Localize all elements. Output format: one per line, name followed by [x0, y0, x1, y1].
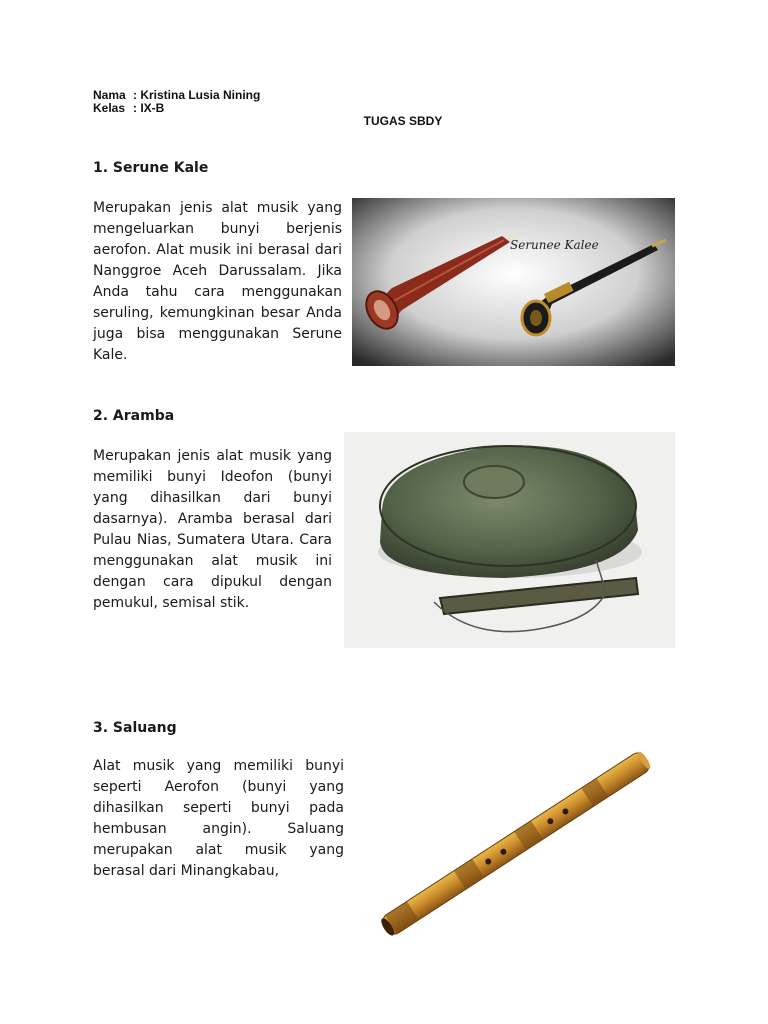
section-heading-serune-kale: 1. Serune Kale: [93, 160, 209, 176]
aramba-image: [344, 432, 675, 648]
section-heading-saluang: 3. Saluang: [93, 720, 177, 736]
section-heading-aramba: 2. Aramba: [93, 408, 175, 424]
saluang-image: [352, 740, 675, 960]
section-text-aramba: Merupakan jenis alat musik yang memiliki bunyi Ideofon (bunyi yang dihasilkan dari bunyi dasarnya). Aramba berasal dari Pulau Nias, Sumatera Utara. Cara menggunakan alat musik ini dengan cara dipukul dengan pemukul, semisal stik.: [93, 448, 332, 611]
student-class-line: [93, 101, 164, 115]
document-title: TUGAS SBDY: [363, 114, 443, 128]
serune-kale-image-caption: Serunee Kalee: [510, 238, 599, 252]
section-text-serune-kale: Merupakan jenis alat musik yang mengeluarkan bunyi berjenis aerofon. Alat musik ini berasal dari Nanggroe Aceh Darussalam. Jika Anda tahu cara menggunakan seruling, kemungkinan besar Anda juga bisa menggunakan Serune Kale.: [93, 200, 342, 363]
class-value: : IX-B: [133, 101, 165, 115]
aramba-illustration: [344, 432, 675, 648]
name-label: Nama: [93, 88, 126, 102]
section-text-saluang: Alat musik yang memiliki bunyi seperti Aerofon (bunyi yang dihasilkan seperti bunyi pada hembusan angin). Saluang merupakan alat musik yang berasal dari Minangkabau,: [93, 758, 344, 879]
saluang-illustration: [352, 740, 675, 960]
serune-kale-illustration: [352, 198, 675, 366]
class-label: Kelas: [93, 101, 126, 115]
name-value: : Kristina Lusia Nining: [133, 88, 261, 102]
serune-kale-image: [352, 198, 675, 366]
student-name-line: [93, 88, 260, 102]
